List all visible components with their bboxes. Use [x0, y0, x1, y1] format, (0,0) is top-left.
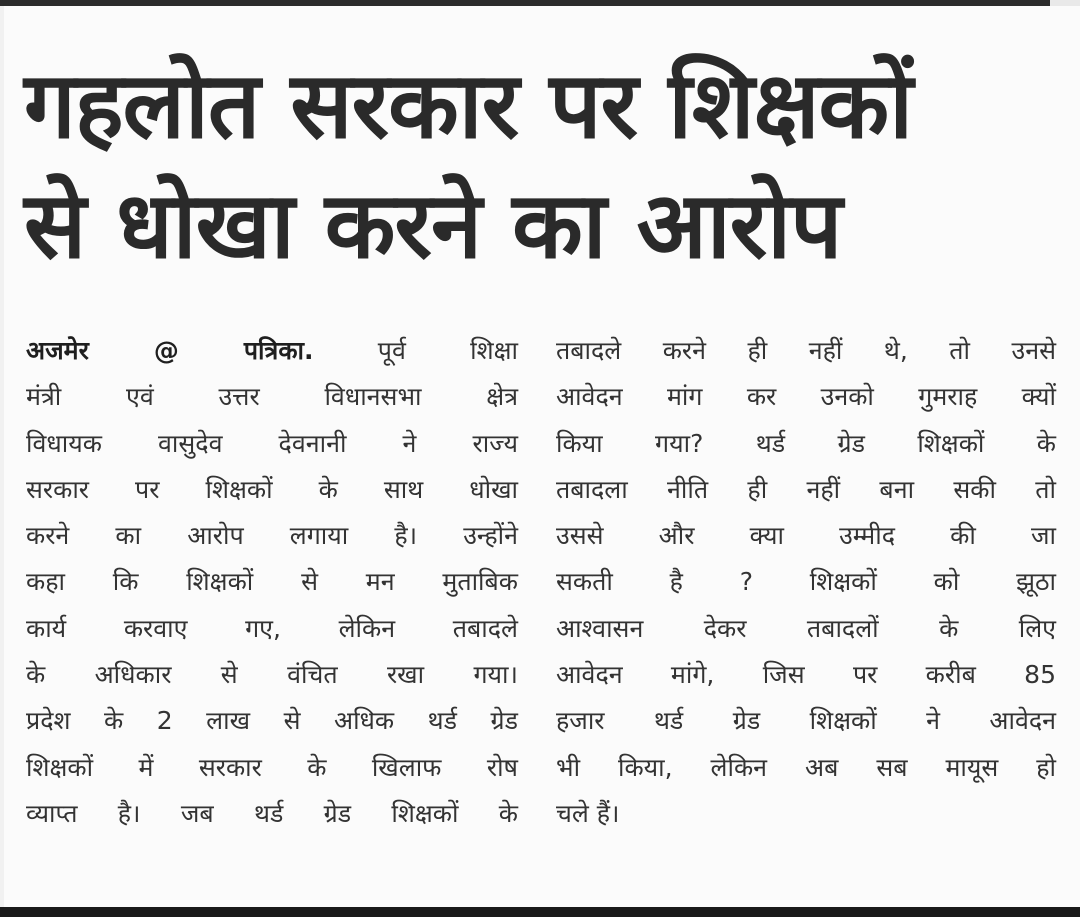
headline-line-1: गहलोत सरकार पर शिक्षकों — [24, 52, 913, 159]
body-line: कार्य करवाए गए, लेकिन तबादले — [26, 613, 518, 643]
body-line — [26, 328, 518, 374]
body-line: किया गया? थर्ड ग्रेड शिक्षकों के — [556, 428, 1056, 458]
bottom-border — [0, 907, 1080, 917]
body-line: तबादले करने ही नहीं थे, तो उनसे — [556, 336, 1056, 365]
body-line: सकती है ? शिक्षकों को झूठा — [556, 567, 1056, 597]
body-line: आश्वासन देकर तबादलों के लिए — [556, 613, 1056, 643]
body-line: मंत्री एवं उत्तर विधानसभा क्षेत्र — [26, 382, 518, 412]
body-line: आवेदन मांग कर उनको गुमराह क्यों — [556, 382, 1056, 412]
article-body — [26, 328, 1066, 898]
body-line: के अधिकार से वंचित रखा गया। — [26, 660, 518, 690]
body-line: करने का आरोप लगाया है। उन्होंने — [26, 521, 518, 551]
headline-line-2: से धोखा करने का आरोप — [24, 172, 842, 279]
newspaper-clipping — [4, 6, 1080, 907]
right-column — [556, 328, 1056, 837]
left-column — [26, 328, 518, 837]
body-line: विधायक वासुदेव देवनानी ने राज्य — [26, 428, 518, 458]
body-line: चले हैं। — [556, 798, 620, 828]
body-line: व्याप्त है। जब थर्ड ग्रेड शिक्षकों के — [26, 798, 518, 828]
body-line: हजार थर्ड ग्रेड शिक्षकों ने आवेदन — [556, 706, 1056, 736]
headline — [24, 46, 1064, 286]
body-line: सरकार पर शिक्षकों के साथ धोखा — [26, 474, 518, 504]
body-line: उससे और क्या उम्मीद की जा — [556, 521, 1056, 551]
body-line-text: पूर्व शिक्षा — [377, 336, 518, 365]
dateline: अजमेर @ पत्रिका. — [26, 336, 314, 365]
body-line: आवेदन मांगे, जिस पर करीब 85 — [556, 660, 1056, 690]
body-line: भी किया, लेकिन अब सब मायूस हो — [556, 752, 1056, 782]
body-line: तबादला नीति ही नहीं बना सकी तो — [556, 474, 1056, 504]
body-line: कहा कि शिक्षकों से मन मुताबिक — [26, 567, 518, 597]
body-line: प्रदेश के 2 लाख से अधिक थर्ड ग्रेड — [26, 706, 518, 736]
body-line: शिक्षकों में सरकार के खिलाफ रोष — [26, 752, 518, 782]
